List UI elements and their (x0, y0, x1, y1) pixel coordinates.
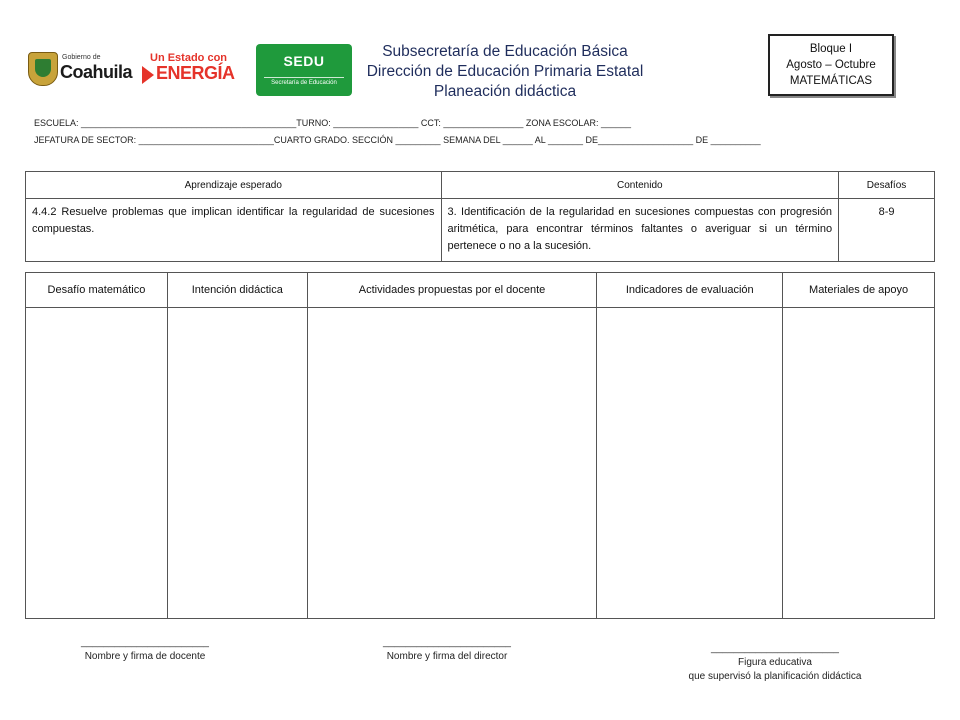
info-jefatura-line: JEFATURA DE SECTOR: ___________________________CUARTO GRADO. SECCIÓN _________ SEMANA DEL ______ AL _______ DE___________________ DE __________ (34, 135, 761, 145)
sedu-logo-divider (264, 77, 344, 78)
signature-director-label: Nombre y firma del director (386, 651, 508, 662)
title-planeacion: Planeación didáctica (433, 83, 577, 100)
header-intencion-didactica: Intención didáctica (167, 273, 307, 308)
signature-figura-label: Figura educativa (738, 657, 812, 668)
coahuila-logo (28, 50, 138, 86)
header-desafios: Desafíos (839, 172, 935, 199)
coahuila-logo-name: Coahuila (60, 62, 133, 82)
header-actividades: Actividades propuestas por el docente (307, 273, 597, 308)
header-aprendizaje-esperado: Aprendizaje esperado (26, 172, 442, 199)
sedu-logo-name: SEDU (283, 53, 325, 69)
cell-materiales[interactable] (783, 308, 935, 619)
signature-figura-sublabel: que supervisó la planificación didáctica (688, 671, 862, 682)
cell-intencion-didactica[interactable] (167, 308, 307, 619)
planning-table (25, 272, 935, 619)
coahuila-shield-icon (28, 52, 58, 86)
bloque-box (768, 34, 894, 96)
signature-director (362, 636, 532, 664)
sedu-logo-subtitle: Secretaría de Educación (271, 80, 337, 86)
aprendizaje-table (25, 171, 935, 262)
cell-desafio-matematico[interactable] (26, 308, 168, 619)
document-titles (350, 42, 660, 102)
info-escuela-line: ESCUELA: ___________________________________________TURNO: _________________ CCT: ________________ ZONA ESCOLAR: ______ (34, 118, 631, 128)
aprendizaje-table-header (26, 172, 935, 199)
energia-logo-small-text: Un Estado con (150, 52, 228, 64)
cell-contenido: 3. Identificación de la regularidad en sucesiones compuestas con progresión aritmética, para encontrar términos faltantes o averiguar si un término pertenece o no a la sucesión. (441, 199, 839, 262)
bloque-subject: MATEMÁTICAS (789, 75, 873, 87)
table-row (26, 308, 935, 619)
bloque-label: Bloque I (809, 43, 853, 55)
table-row (26, 199, 935, 262)
planning-table-header (26, 273, 935, 308)
header-materiales: Materiales de apoyo (783, 273, 935, 308)
cell-aprendizaje: 4.4.2 Resuelve problemas que implican identificar la regularidad de sucesiones compuestas. (26, 199, 442, 262)
signature-line: _______________________ (81, 637, 209, 648)
title-direccion: Dirección de Educación Primaria Estatal (366, 63, 644, 80)
energia-logo-name: ENERGÍA (156, 63, 235, 83)
cell-actividades[interactable] (307, 308, 597, 619)
energia-logo (142, 50, 234, 86)
cell-indicadores[interactable] (597, 308, 783, 619)
signature-line: _______________________ (711, 643, 839, 654)
energia-arrow-icon (142, 66, 154, 84)
header-desafio-matematico: Desafío matemático (26, 273, 168, 308)
bloque-period: Agosto – Octubre (786, 59, 876, 71)
signature-line: _______________________ (383, 637, 511, 648)
signature-docente-label: Nombre y firma de docente (84, 651, 206, 662)
coahuila-logo-small-text: Gobierno de (62, 54, 101, 61)
signature-docente (60, 636, 230, 664)
title-subsecretaria: Subsecretaría de Educación Básica (382, 43, 628, 60)
header-contenido: Contenido (441, 172, 839, 199)
sedu-logo (256, 44, 352, 96)
signature-figura-educativa (660, 642, 890, 684)
header-indicadores: Indicadores de evaluación (597, 273, 783, 308)
cell-desafios: 8-9 (839, 199, 935, 262)
